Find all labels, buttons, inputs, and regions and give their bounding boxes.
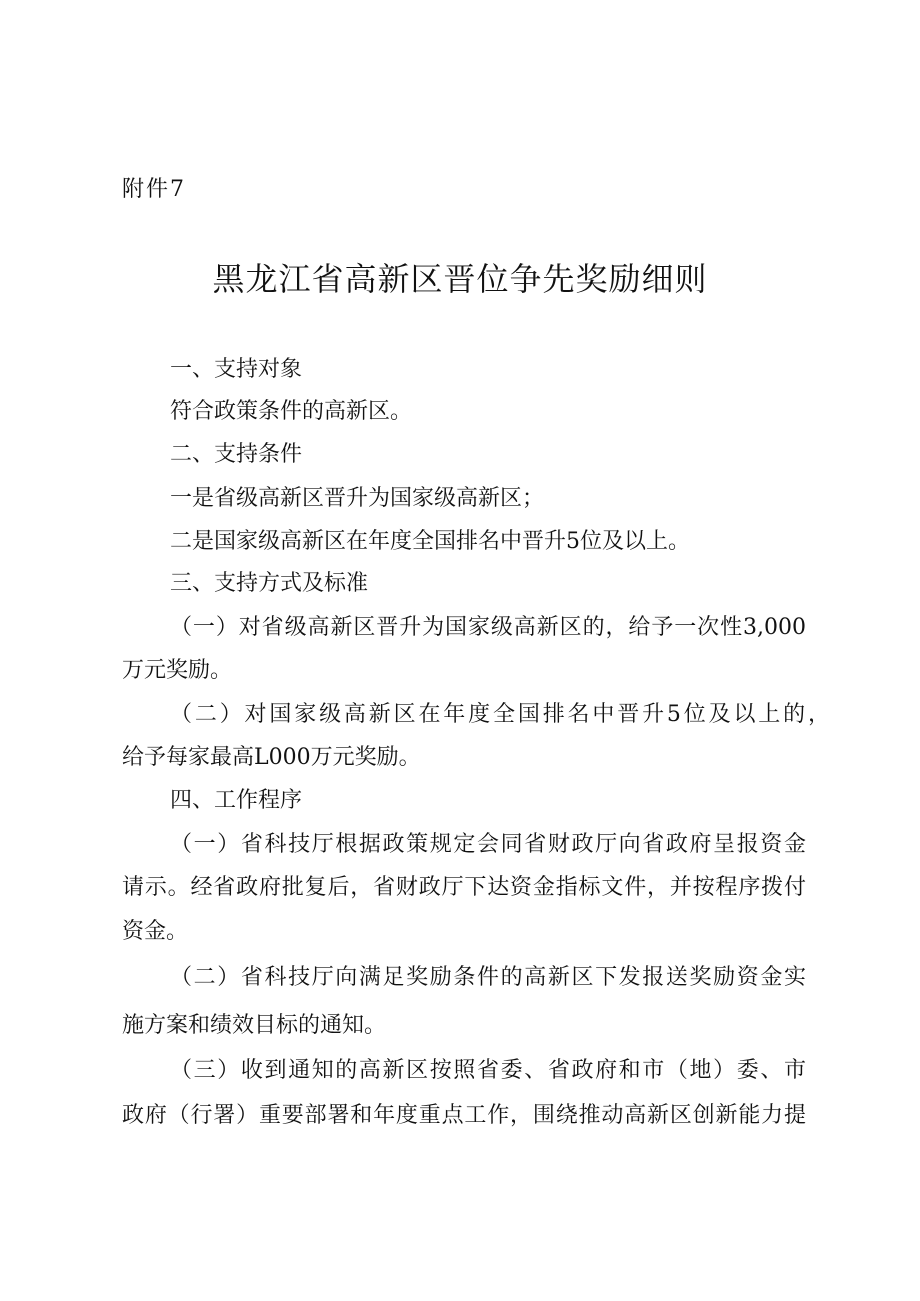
paragraph-line: （二）对国家级高新区在年度全国排名中晋升5位及以上的， <box>170 702 830 727</box>
paragraph-line: 符合政策条件的高新区。 <box>170 399 413 424</box>
attachment-label: 附件7 <box>122 177 186 202</box>
section-heading-support-method: 三、支持方式及标准 <box>170 571 369 596</box>
paragraph-line: 请示。经省政府批复后，省财政厅下达资金指标文件，并按程序拨付 <box>122 875 806 900</box>
section-heading-support-target: 一、支持对象 <box>170 357 303 382</box>
paragraph-line: 万元奖励。 <box>122 658 233 683</box>
paragraph-line: 政府（行署）重要部署和年度重点工作，围绕推动高新区创新能力提 <box>122 1103 806 1128</box>
paragraph-line: 资金。 <box>122 919 189 944</box>
paragraph-line: （三）收到通知的高新区按照省委、省政府和市（地）委、市 <box>170 1058 806 1083</box>
document-title: 黑龙江省高新区晋位争先奖励细则 <box>212 260 708 298</box>
paragraph-line: （一）对省级高新区晋升为国家级高新区的，给予一次性3,000 <box>170 615 806 640</box>
section-heading-support-conditions: 二、支持条件 <box>170 442 303 467</box>
paragraph-line: （一）省科技厅根据政策规定会同省财政厅向省政府呈报资金 <box>170 832 806 857</box>
paragraph-line: 施方案和绩效目标的通知。 <box>122 1013 387 1038</box>
paragraph-line: （二）省科技厅向满足奖励条件的高新区下发报送奖励资金实 <box>170 965 806 990</box>
paragraph-line: 给予每家最高L000万元奖励。 <box>122 745 421 770</box>
paragraph-line: 一是省级高新区晋升为国家级高新区； <box>170 486 545 511</box>
section-heading-work-procedure: 四、工作程序 <box>170 788 303 813</box>
paragraph-line: 二是国家级高新区在年度全国排名中晋升5位及以上。 <box>170 529 690 554</box>
